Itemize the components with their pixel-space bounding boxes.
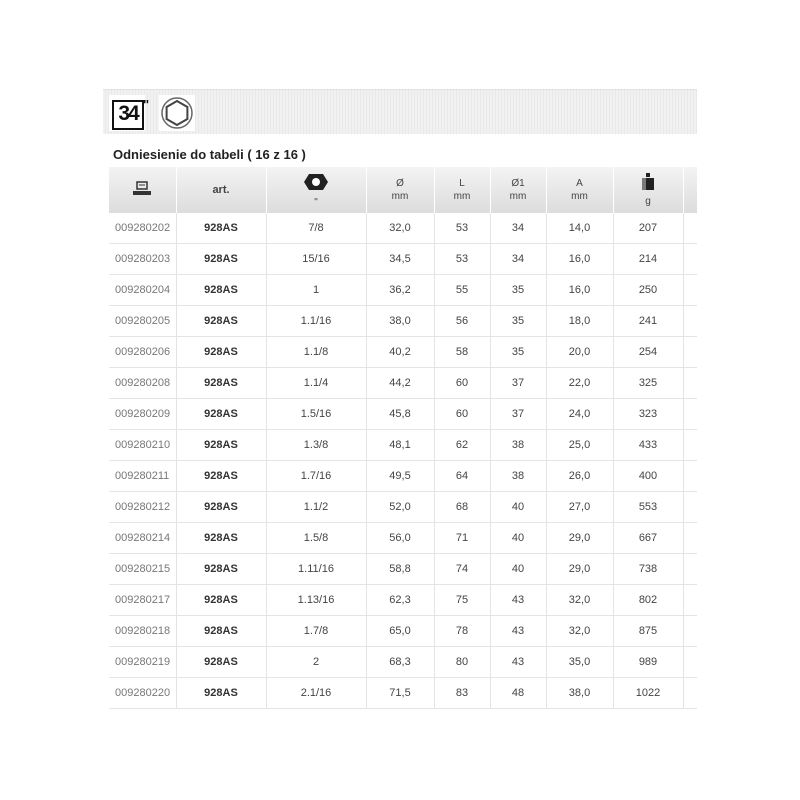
cell-d: 40,2	[366, 337, 434, 368]
cell-weight: 1022	[613, 678, 683, 709]
cell-spacer	[683, 678, 697, 709]
cell-spacer	[683, 244, 697, 275]
cell-size: 2.1/16	[266, 678, 366, 709]
cell-l: 78	[434, 616, 490, 647]
cell-d: 36,2	[366, 275, 434, 306]
column-header-label: L	[459, 178, 465, 189]
cell-weight: 207	[613, 213, 683, 244]
cell-art: 928AS	[176, 213, 266, 244]
cell-size: 1.1/4	[266, 368, 366, 399]
table-row[interactable]	[109, 213, 697, 244]
cell-size: 15/16	[266, 244, 366, 275]
cell-l: 53	[434, 213, 490, 244]
cell-size: 1.1/8	[266, 337, 366, 368]
cell-d: 56,0	[366, 523, 434, 554]
cell-code[interactable]: 009280214	[109, 523, 176, 554]
cell-weight: 802	[613, 585, 683, 616]
drive-size-unit: "	[143, 97, 150, 112]
cell-spacer	[683, 616, 697, 647]
cell-d1: 34	[490, 244, 546, 275]
cell-size: 7/8	[266, 213, 366, 244]
cell-spacer	[683, 554, 697, 585]
cell-d: 38,0	[366, 306, 434, 337]
column-header-weight	[613, 167, 683, 213]
hexagon-icon	[159, 95, 195, 131]
weight-icon	[614, 173, 683, 194]
table-row[interactable]	[109, 647, 697, 678]
cell-size: 1.5/8	[266, 523, 366, 554]
column-header-a	[546, 167, 613, 213]
cell-weight: 433	[613, 430, 683, 461]
cell-art: 928AS	[176, 244, 266, 275]
cell-d1: 38	[490, 461, 546, 492]
cell-d: 62,3	[366, 585, 434, 616]
cell-d1: 38	[490, 430, 546, 461]
cell-l: 60	[434, 399, 490, 430]
cell-art: 928AS	[176, 275, 266, 306]
cell-weight: 553	[613, 492, 683, 523]
cell-a: 38,0	[546, 678, 613, 709]
cell-spacer	[683, 461, 697, 492]
cell-a: 16,0	[546, 275, 613, 306]
table-row[interactable]	[109, 523, 697, 554]
cell-d: 58,8	[366, 554, 434, 585]
table-row[interactable]	[109, 337, 697, 368]
cell-art: 928AS	[176, 306, 266, 337]
cell-spacer	[683, 430, 697, 461]
table-row[interactable]	[109, 244, 697, 275]
table-row[interactable]	[109, 554, 697, 585]
cell-spacer	[683, 213, 697, 244]
cell-d: 32,0	[366, 213, 434, 244]
cell-size: 1.1/2	[266, 492, 366, 523]
table-row[interactable]	[109, 616, 697, 647]
cell-a: 26,0	[546, 461, 613, 492]
column-header-label: Ø1	[511, 178, 525, 189]
cell-code[interactable]: 009280204	[109, 275, 176, 306]
column-header-l	[434, 167, 490, 213]
product-panel	[103, 89, 697, 710]
column-header-d1	[490, 167, 546, 213]
cell-a: 16,0	[546, 244, 613, 275]
cell-art: 928AS	[176, 647, 266, 678]
table-row[interactable]	[109, 399, 697, 430]
column-header-unit: mm	[391, 191, 409, 202]
cell-d: 48,1	[366, 430, 434, 461]
cell-l: 53	[434, 244, 490, 275]
cell-a: 35,0	[546, 647, 613, 678]
cell-size: 1.7/16	[266, 461, 366, 492]
cell-a: 29,0	[546, 554, 613, 585]
cell-spacer	[683, 647, 697, 678]
cell-code[interactable]: 009280206	[109, 337, 176, 368]
cell-d1: 48	[490, 678, 546, 709]
cell-weight: 875	[613, 616, 683, 647]
cell-size: 1.7/8	[266, 616, 366, 647]
cell-d: 71,5	[366, 678, 434, 709]
column-header-code	[109, 167, 176, 213]
cell-art: 928AS	[176, 461, 266, 492]
cell-d1: 43	[490, 585, 546, 616]
cell-size: 1.13/16	[266, 585, 366, 616]
cell-weight: 250	[613, 275, 683, 306]
table-row[interactable]	[109, 678, 697, 709]
cell-code[interactable]: 009280217	[109, 585, 176, 616]
cell-code[interactable]: 009280220	[109, 678, 176, 709]
cell-d: 49,5	[366, 461, 434, 492]
cell-l: 56	[434, 306, 490, 337]
cell-code[interactable]: 009280215	[109, 554, 176, 585]
cell-a: 25,0	[546, 430, 613, 461]
cell-code[interactable]: 009280211	[109, 461, 176, 492]
cell-weight: 323	[613, 399, 683, 430]
cell-a: 22,0	[546, 368, 613, 399]
cell-weight: 325	[613, 368, 683, 399]
cell-l: 64	[434, 461, 490, 492]
cell-d: 68,3	[366, 647, 434, 678]
cell-code[interactable]: 009280203	[109, 244, 176, 275]
cell-d: 52,0	[366, 492, 434, 523]
cell-weight: 738	[613, 554, 683, 585]
cell-d1: 34	[490, 213, 546, 244]
cell-spacer	[683, 492, 697, 523]
cell-d1: 35	[490, 337, 546, 368]
cell-code[interactable]: 009280209	[109, 399, 176, 430]
nut-icon	[267, 172, 366, 195]
cell-d: 45,8	[366, 399, 434, 430]
cell-code[interactable]: 009280218	[109, 616, 176, 647]
column-header-unit: mm	[509, 191, 527, 202]
column-header-label: art.	[212, 184, 230, 196]
cell-l: 55	[434, 275, 490, 306]
cell-d: 44,2	[366, 368, 434, 399]
table-row[interactable]	[109, 461, 697, 492]
table-row[interactable]	[109, 275, 697, 306]
cell-art: 928AS	[176, 368, 266, 399]
cell-l: 80	[434, 647, 490, 678]
drive-size-icon	[109, 95, 150, 131]
cell-d1: 35	[490, 275, 546, 306]
cell-d1: 37	[490, 399, 546, 430]
cell-art: 928AS	[176, 399, 266, 430]
cell-a: 27,0	[546, 492, 613, 523]
cell-art: 928AS	[176, 616, 266, 647]
cell-d1: 35	[490, 306, 546, 337]
cell-d1: 43	[490, 647, 546, 678]
column-header-d	[366, 167, 434, 213]
cell-size: 1.3/8	[266, 430, 366, 461]
cell-size: 1	[266, 275, 366, 306]
cell-art: 928AS	[176, 678, 266, 709]
cell-spacer	[683, 585, 697, 616]
cell-code[interactable]: 009280210	[109, 430, 176, 461]
product-code-icon	[109, 181, 176, 200]
cell-art: 928AS	[176, 337, 266, 368]
column-header-size	[266, 167, 366, 213]
cell-weight: 667	[613, 523, 683, 554]
column-header-spacer	[683, 167, 697, 213]
cell-art: 928AS	[176, 585, 266, 616]
cell-a: 18,0	[546, 306, 613, 337]
cell-a: 29,0	[546, 523, 613, 554]
cell-a: 32,0	[546, 585, 613, 616]
cell-l: 71	[434, 523, 490, 554]
cell-a: 24,0	[546, 399, 613, 430]
column-header-unit: mm	[571, 191, 588, 202]
cell-l: 83	[434, 678, 490, 709]
cell-weight: 214	[613, 244, 683, 275]
cell-a: 14,0	[546, 213, 613, 244]
table-row[interactable]	[109, 585, 697, 616]
icon-bar	[103, 89, 697, 134]
table-title: Odniesienie do tabeli ( 16 z 16 )	[113, 147, 306, 162]
cell-code[interactable]: 009280205	[109, 306, 176, 337]
cell-art: 928AS	[176, 492, 266, 523]
column-header-unit: "	[314, 197, 318, 208]
column-header-label: Ø	[396, 178, 404, 189]
cell-code[interactable]: 009280208	[109, 368, 176, 399]
cell-spacer	[683, 306, 697, 337]
cell-spacer	[683, 523, 697, 554]
cell-l: 62	[434, 430, 490, 461]
cell-art: 928AS	[176, 523, 266, 554]
cell-spacer	[683, 337, 697, 368]
cell-art: 928AS	[176, 430, 266, 461]
cell-art: 928AS	[176, 554, 266, 585]
cell-weight: 400	[613, 461, 683, 492]
table-row[interactable]	[109, 492, 697, 523]
cell-spacer	[683, 399, 697, 430]
data-table	[109, 167, 697, 709]
cell-d1: 40	[490, 554, 546, 585]
cell-spacer	[683, 275, 697, 306]
cell-l: 58	[434, 337, 490, 368]
table-row[interactable]	[109, 368, 697, 399]
cell-size: 2	[266, 647, 366, 678]
table-header-row	[109, 167, 697, 213]
cell-weight: 254	[613, 337, 683, 368]
cell-code[interactable]: 009280219	[109, 647, 176, 678]
cell-a: 32,0	[546, 616, 613, 647]
table-row[interactable]	[109, 430, 697, 461]
table-row[interactable]	[109, 306, 697, 337]
column-header-unit: g	[645, 196, 651, 207]
column-header-unit: mm	[453, 191, 471, 202]
cell-l: 68	[434, 492, 490, 523]
drive-size-label: 34	[112, 100, 144, 130]
cell-weight: 241	[613, 306, 683, 337]
cell-weight: 989	[613, 647, 683, 678]
cell-d1: 37	[490, 368, 546, 399]
cell-d: 34,5	[366, 244, 434, 275]
cell-l: 60	[434, 368, 490, 399]
cell-size: 1.5/16	[266, 399, 366, 430]
cell-a: 20,0	[546, 337, 613, 368]
cell-d1: 40	[490, 523, 546, 554]
cell-l: 75	[434, 585, 490, 616]
column-header-art	[176, 167, 266, 213]
cell-l: 74	[434, 554, 490, 585]
column-header-label: A	[576, 178, 583, 189]
cell-code[interactable]: 009280202	[109, 213, 176, 244]
cell-code[interactable]: 009280212	[109, 492, 176, 523]
cell-spacer	[683, 368, 697, 399]
cell-d: 65,0	[366, 616, 434, 647]
cell-d1: 40	[490, 492, 546, 523]
cell-d1: 43	[490, 616, 546, 647]
cell-size: 1.11/16	[266, 554, 366, 585]
cell-size: 1.1/16	[266, 306, 366, 337]
